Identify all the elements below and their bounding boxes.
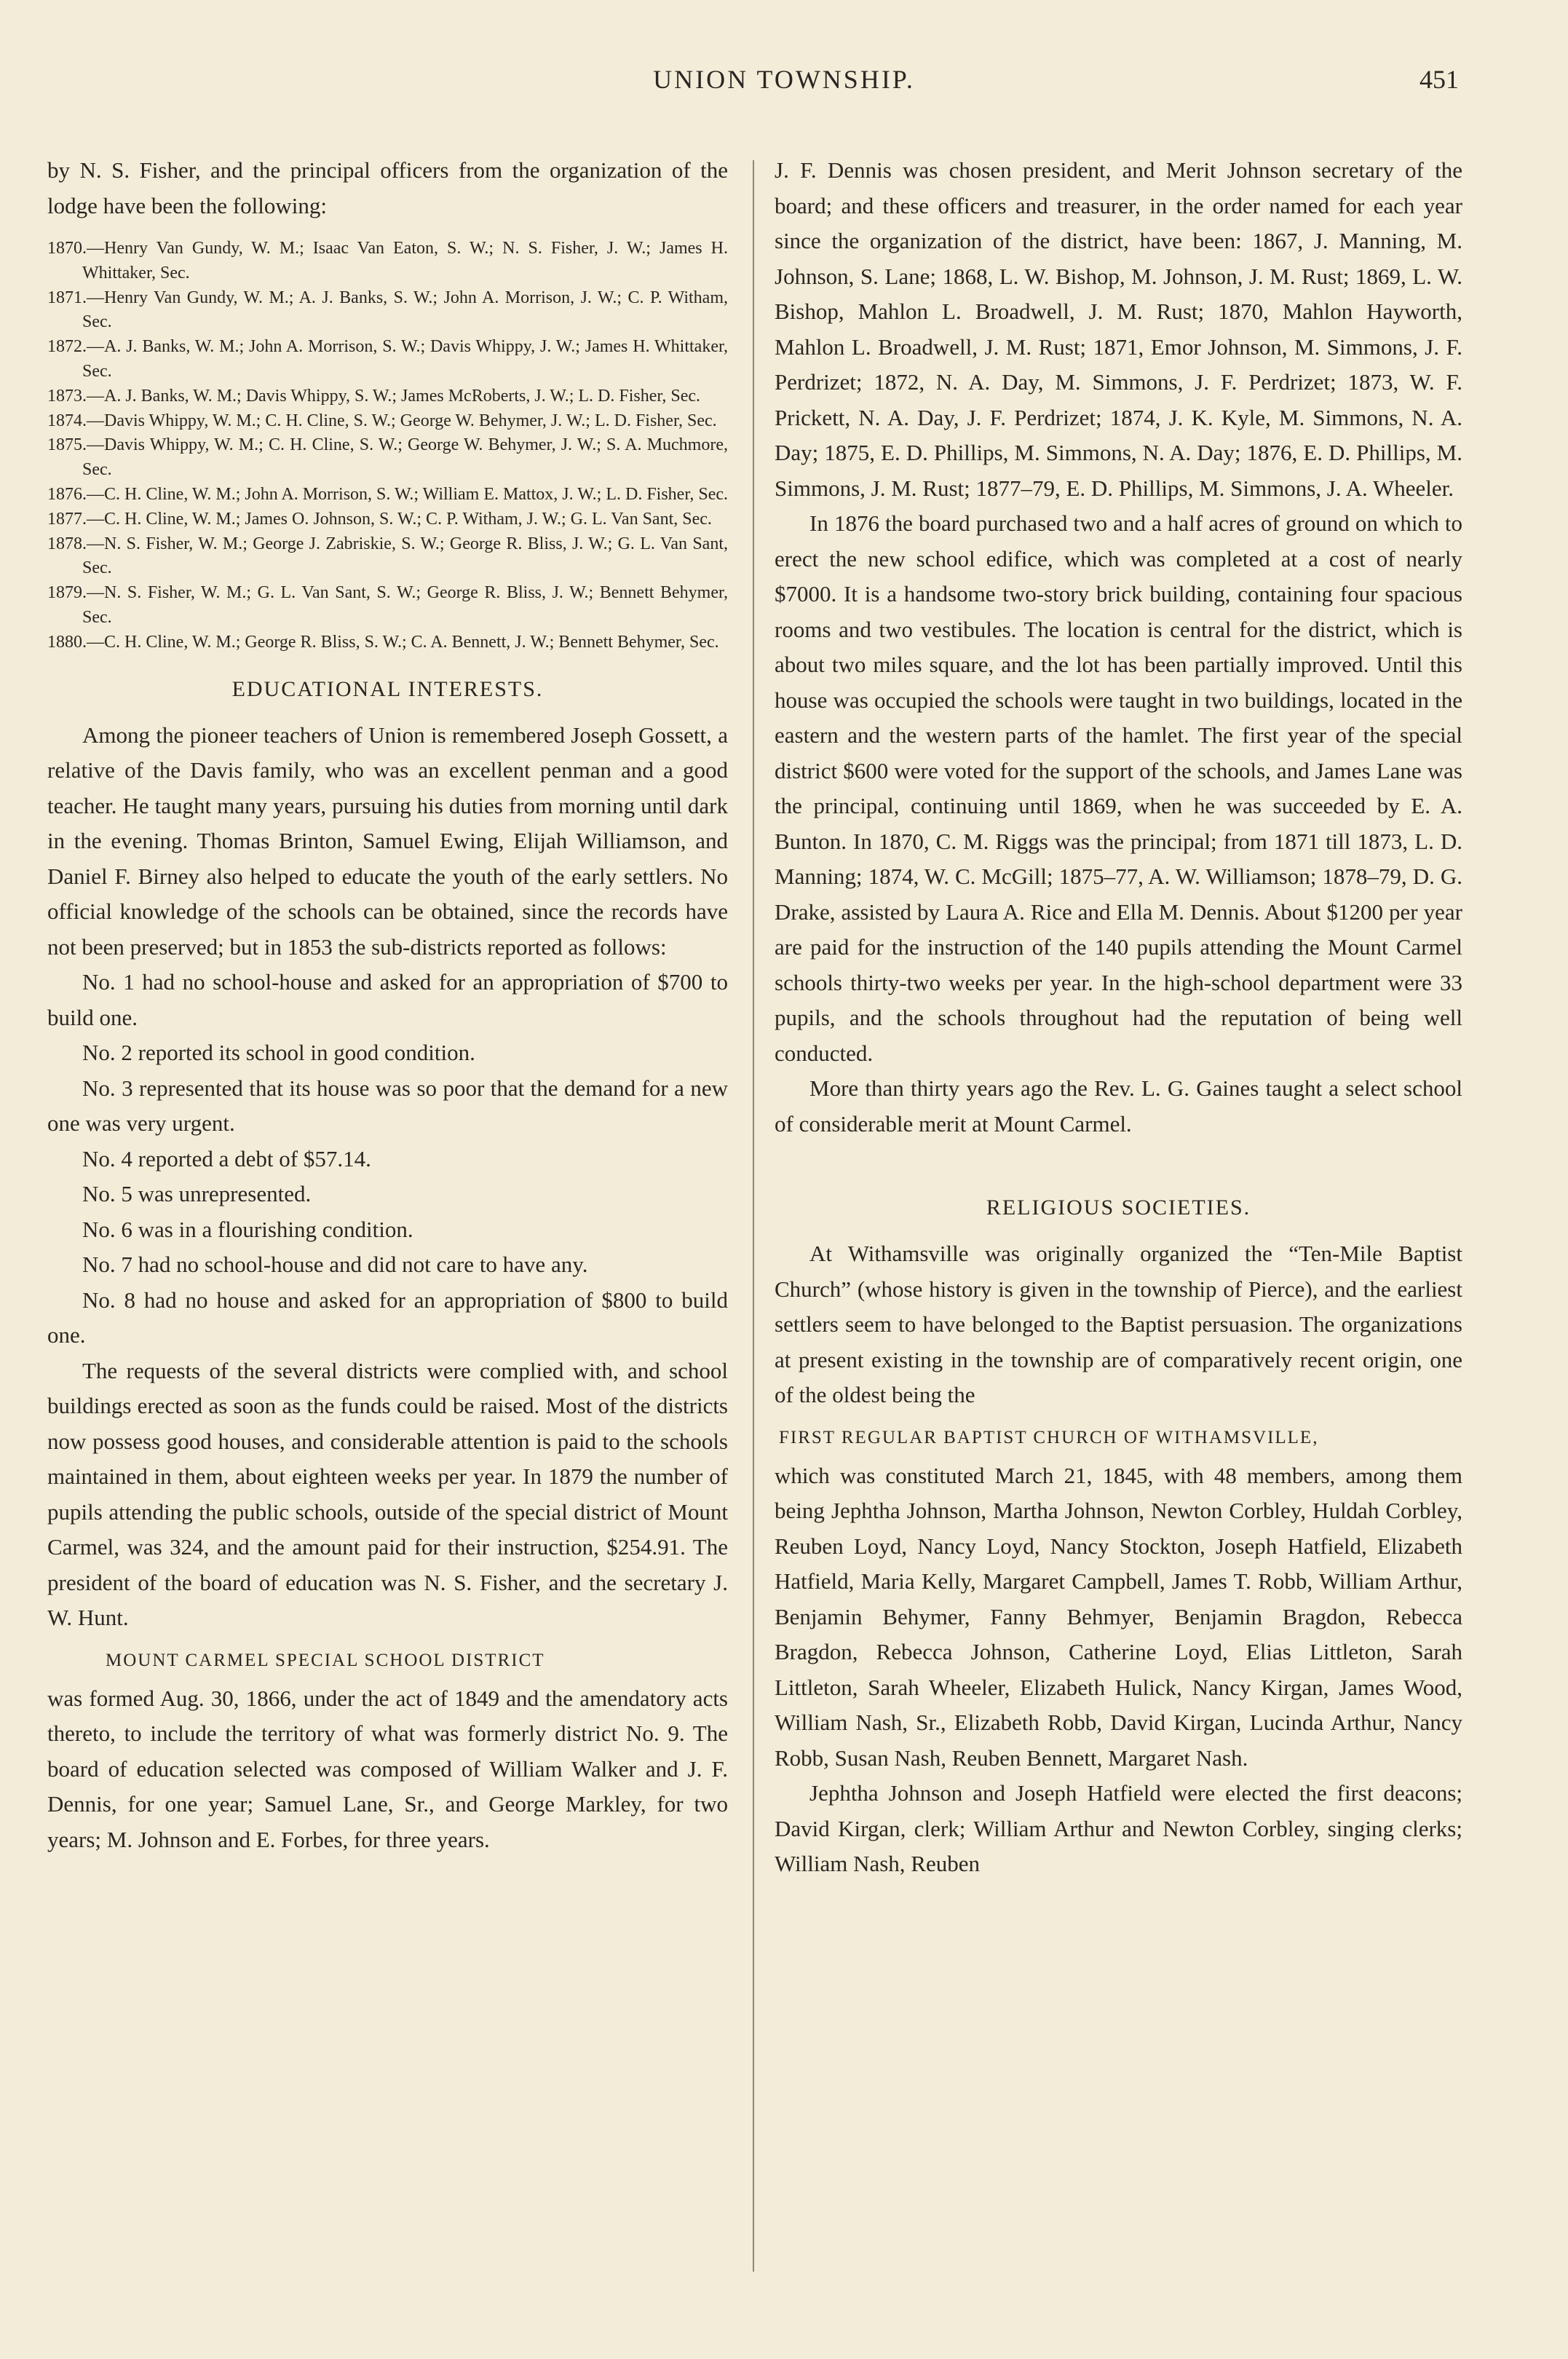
pioneer-teachers-paragraph: Among the pioneer teachers of Union is remembered Joseph Gossett, a relative of the Davis family, who was an excellent penman and a good teacher. He taught many years, pursuing his duties from morning until dark in the evening. Thomas Brinton, Samuel Ewing, Elijah Williamson, and Daniel F. Birney also helped to educate the youth of the early settlers. No official knowledge of the schools can be obtained, since the records have not been preserved; but in 1853 the sub-districts reported as follows: xyxy=(47,722,728,960)
officer-entry: 1880.—C. H. Cline, W. M.; George R. Bliss, S. W.; C. A. Bennett, J. W.; Bennett Behymer, Sec. xyxy=(47,632,719,652)
page-header xyxy=(0,64,1568,108)
right-column xyxy=(775,153,1462,1882)
officer-entry: 1870.—Henry Van Gundy, W. M.; Isaac Van Eaton, S. W.; N. S. Fisher, J. W.; James H. Whittaker, Sec. xyxy=(47,239,728,282)
district-no2-paragraph: No. 2 reported its school in good condition. xyxy=(82,1040,475,1066)
officer-entry: 1872.—A. J. Banks, W. M.; John A. Morrison, S. W.; Davis Whippy, J. W.; James H. Whittaker, Sec. xyxy=(47,337,728,381)
officer-entry: 1876.—C. H. Cline, W. M.; John A. Morrison, S. W.; William E. Mattox, J. W.; L. D. Fisher, Sec. xyxy=(47,484,729,504)
requests-paragraph: The requests of the several districts were complied with, and school buildings erected as soon as the funds could be raised. Most of the districts now possess good houses, and considerable attention is paid to the schools maintained in them, about eighteen weeks per year. In 1879 the number of pupils attending the public schools, outside of the special district of Mount Carmel, was 324, and the amount paid for their instruction, $254.91. The president of the board of education was N. S. Fisher, and the secretary J. W. Hunt. xyxy=(47,1357,728,1631)
left-column xyxy=(47,153,728,1857)
district-no8-paragraph: No. 8 had no house and asked for an appropriation of $800 to build one. xyxy=(47,1287,728,1348)
lodge-intro-paragraph: by N. S. Fisher, and the principal officers from the organization of the lodge have been the following: xyxy=(47,157,728,218)
district-no6-paragraph: No. 6 was in a flourishing condition. xyxy=(82,1216,413,1242)
officer-entry: 1877.—C. H. Cline, W. M.; James O. Johnson, S. W.; C. P. Witham, J. W.; G. L. Van Sant, Sec. xyxy=(47,509,712,529)
constitution-paragraph: which was constituted March 21, 1845, with 48 members, among them being Jephtha Johnson, Martha Johnson, Newton Corbley, Huldah Corbley, Reuben Loyd, Nancy Loyd, Nancy Stockton, Joseph Hatfield, Elizabeth Hatfield, Maria Kelly, Margaret Campbell, James T. Robb, William Arthur, Benjamin Behymer, Fanny Behmyer, Benjamin Bragdon, Rebecca Bragdon, Rebecca Johnson, Catherine Loyd, Elias Littleton, Sarah Littleton, Sarah Wheeler, Elizabeth Hulick, Nancy Kirgan, James Wood, William Nash, Sr., Elizabeth Robb, David Kirgan, Lucinda Arthur, Nancy Robb, Susan Nash, Reuben Bennett, Margaret Nash. xyxy=(775,1462,1462,1771)
heading-mount-carmel-district: MOUNT CARMEL SPECIAL SCHOOL DISTRICT xyxy=(106,1650,545,1670)
running-title: UNION TOWNSHIP. xyxy=(653,65,915,94)
school-building-paragraph: In 1876 the board purchased two and a half acres of ground on which to erect the new school edifice, which was completed at a cost of nearly $7000. It is a handsome two-story brick building, containing four spacious rooms and two vestibules. The location is central for the district, which is about two miles square, and the lot has been partially improved. Until this house was occupied the schools were taught in two buildings, located in the eastern and the western parts of the hamlet. The first year of the special district $600 were voted for the support of the schools, and James Lane was the principal, continuing until 1869, when he was succeeded by E. A. Bunton. In 1870, C. M. Riggs was the principal; from 1871 till 1873, L. D. Manning; 1874, W. C. McGill; 1875–77, A. W. Williamson; 1878–79, D. G. Drake, assisted by Laura A. Rice and Ella M. Dennis. About $1200 per year are paid for the instruction of the 140 pupils attending the Mount Carmel schools thirty-two weeks per year. In the high-school department were 33 pupils, and the schools throughout had the reputation of being well conducted. xyxy=(775,510,1462,1066)
deacons-paragraph: Jephtha Johnson and Joseph Hatfield were elected the first deacons; David Kirgan, clerk; William Arthur and Newton Corbley, singing clerks; William Nash, Reuben xyxy=(775,1780,1462,1876)
district-no4-paragraph: No. 4 reported a debt of $57.14. xyxy=(82,1145,371,1171)
section-spacer xyxy=(775,1142,1462,1174)
officer-entry: 1873.—A. J. Banks, W. M.; Davis Whippy, S. W.; James McRoberts, J. W.; L. D. Fisher, Sec. xyxy=(47,386,701,406)
lodge-officers-list xyxy=(47,237,728,655)
page-number: 451 xyxy=(1419,65,1459,94)
district-no3-paragraph: No. 3 represented that its house was so poor that the demand for a new one was very urgent. xyxy=(47,1075,728,1137)
heading-religious-societies: RELIGIOUS SOCIETIES. xyxy=(986,1196,1251,1220)
officer-entry: 1878.—N. S. Fisher, W. M.; George J. Zabriskie, S. W.; George R. Bliss, J. W.; G. L. Van Sant, Sec. xyxy=(47,534,728,578)
district-no7-paragraph: No. 7 had no school-house and did not care to have any. xyxy=(82,1252,588,1278)
withamsville-paragraph: At Withamsville was originally organized the “Ten-Mile Baptist Church” (whose history is given in the township of Pierce), and the earliest settlers seem to have belonged to the Baptist persuasion. The organizations at present existing in the township are of comparatively recent origin, one of the oldest being the xyxy=(775,1241,1462,1407)
heading-first-baptist-church: FIRST REGULAR BAPTIST CHURCH OF WITHAMSVILLE, xyxy=(779,1427,1319,1447)
select-school-paragraph: More than thirty years ago the Rev. L. G. Gaines taught a select school of considerable merit at Mount Carmel. xyxy=(775,1075,1462,1137)
district-no5-paragraph: No. 5 was unrepresented. xyxy=(82,1181,312,1207)
heading-educational-interests: EDUCATIONAL INTERESTS. xyxy=(231,676,544,701)
officer-entry: 1875.—Davis Whippy, W. M.; C. H. Cline, S. W.; George W. Behymer, J. W.; S. A. Muchmore, Sec. xyxy=(47,435,728,480)
officer-entry: 1879.—N. S. Fisher, W. M.; G. L. Van Sant, S. W.; George R. Bliss, J. W.; Bennett Behymer, Sec. xyxy=(47,583,728,627)
officer-entry: 1871.—Henry Van Gundy, W. M.; A. J. Banks, S. W.; John A. Morrison, J. W.; C. P. Witham, Sec. xyxy=(47,288,728,332)
mount-carmel-paragraph: was formed Aug. 30, 1866, under the act of 1849 and the amendatory acts thereto, to include the territory of what was formerly district No. 9. The board of education selected was composed of William Walker and J. F. Dennis, for one year; Samuel Lane, Sr., and George Markley, for two years; M. Johnson and E. Forbes, for three years. xyxy=(47,1685,728,1852)
column-divider xyxy=(753,160,754,2272)
board-officers-paragraph: J. F. Dennis was chosen president, and Merit Johnson secretary of the board; and these officers and treasurer, in the order named for each year since the organization of the district, have been: 1867, J. Manning, M. Johnson, S. Lane; 1868, L. W. Bishop, M. Johnson, J. M. Rust; 1869, L. W. Bishop, Mahlon L. Broadwell, J. M. Rust; 1870, Mahlon Hayworth, Mahlon L. Broadwell, J. M. Rust; 1871, Emor Johnson, M. Simmons, J. F. Perdrizet; 1872, N. A. Day, M. Simmons, J. F. Perdrizet; 1873, W. F. Prickett, N. A. Day, J. F. Perdrizet; 1874, J. K. Kyle, M. Simmons, N. A. Day; 1875, E. D. Phillips, M. Simmons, N. A. Day; 1876, E. D. Phillips, M. Simmons, J. M. Rust; 1877–79, E. D. Phillips, M. Simmons, J. A. Wheeler. xyxy=(775,157,1462,501)
district-no1-paragraph: No. 1 had no school-house and asked for an appropriation of $700 to build one. xyxy=(47,969,728,1030)
officer-entry: 1874.—Davis Whippy, W. M.; C. H. Cline, S. W.; George W. Behymer, J. W.; L. D. Fisher, Sec. xyxy=(47,411,717,430)
